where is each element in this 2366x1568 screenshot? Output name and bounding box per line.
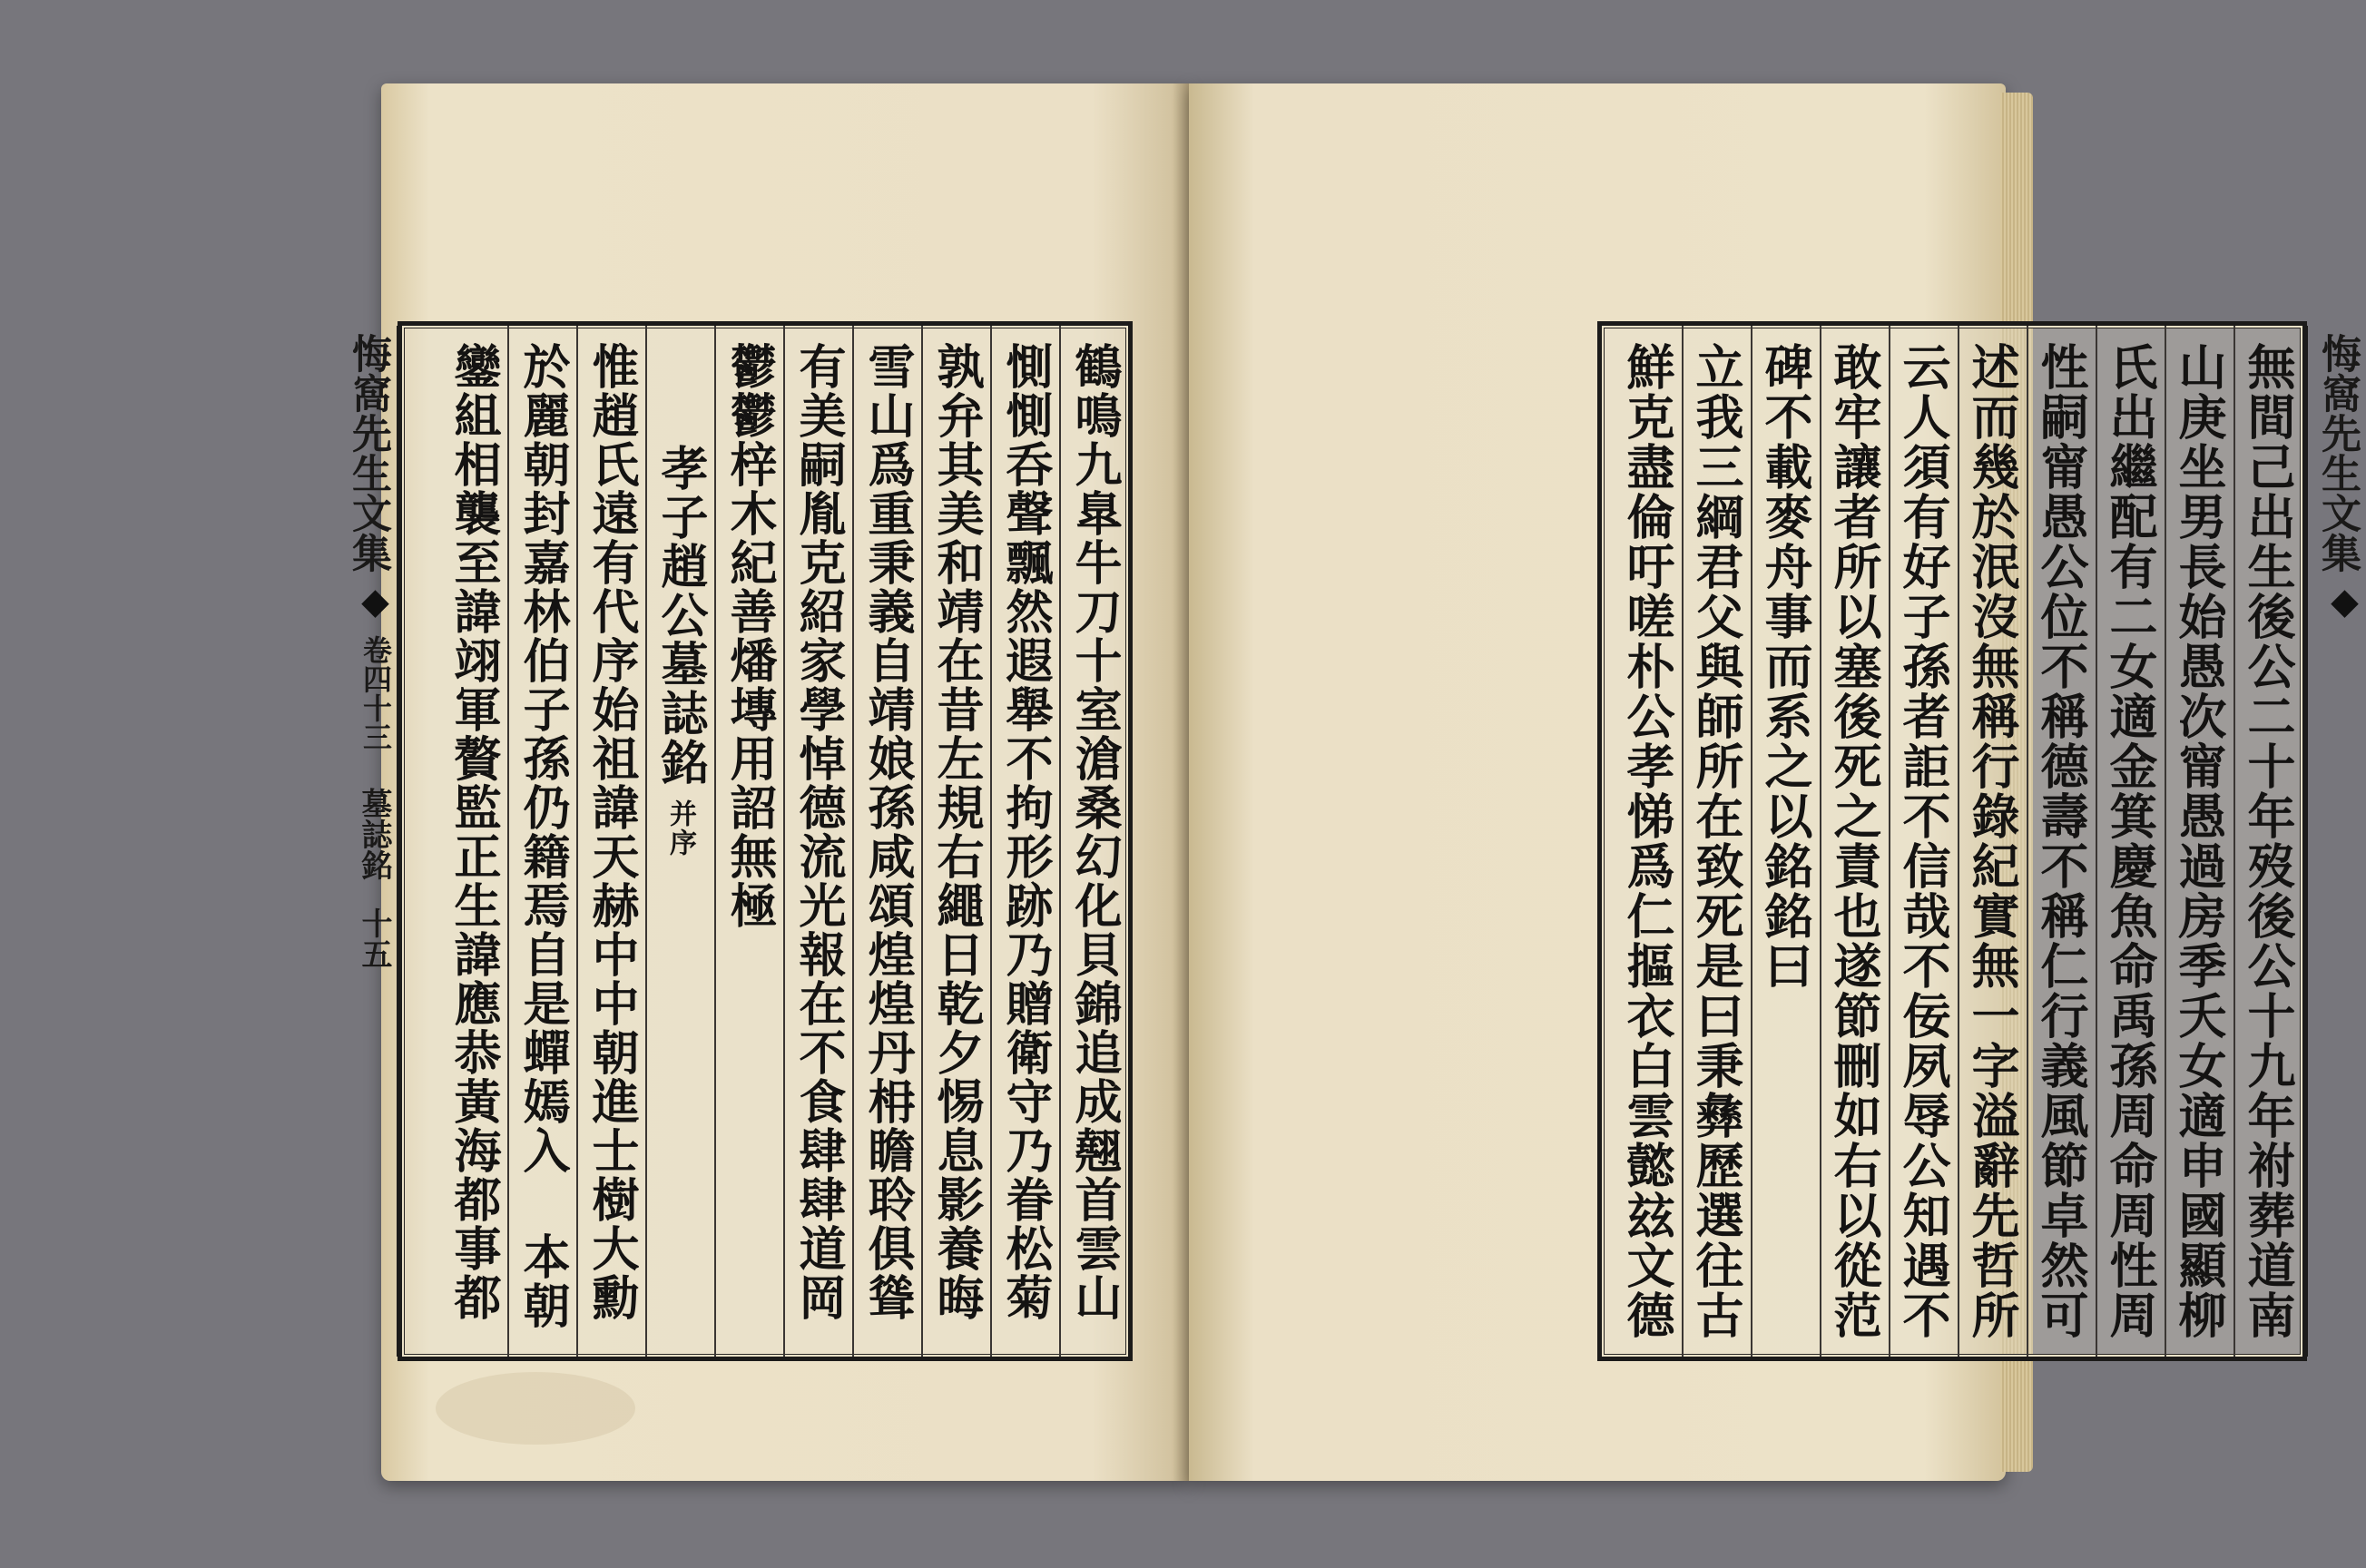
fishtail-mark: ◆ <box>354 580 397 622</box>
open-book <box>345 83 2366 1481</box>
text-column: 性嗣甯愚公位不稱德壽不稱仁行義風節卓然可 <box>2027 326 2096 1357</box>
margin-section: 墓誌銘 <box>356 788 392 880</box>
margin-title: 悔窩先生文集 <box>345 333 391 573</box>
text-column: 山庚坐男長始愚次甯愚過房季夭女適申國顯柳 <box>2165 326 2233 1357</box>
epitaph-title: 孝子趙公墓誌銘 <box>653 444 708 787</box>
left-print-frame <box>345 321 1133 1361</box>
text-column: 有美嗣胤克紹家學悼德流光報在不食肆肆道岡 <box>783 326 852 1357</box>
right-text-columns <box>1602 326 2302 1357</box>
margin-title: 悔窩先生文集 <box>2314 333 2361 573</box>
text-column: 述而幾於泯沒無稱行錄紀實無一字溢辭先哲所 <box>1958 326 2027 1357</box>
text-column: 雪山爲重秉義自靖娘孫咸頌煌煌丹枏瞻聆俱聳 <box>852 326 921 1357</box>
left-margin-column <box>339 326 399 1357</box>
text-column: 鬱鬱梓木紀善燔塼用詔無極 <box>714 326 783 1357</box>
right-print-frame <box>1597 321 2366 1361</box>
text-column: 鑾組相襲至諱翊軍贅監正生諱應恭黃海都事都 <box>446 342 501 1322</box>
paper-stain <box>436 1372 635 1445</box>
text-column: 氏出繼配有二女適金箕慶魚命禹孫周命周性周 <box>2096 326 2165 1357</box>
title-subnote: 并序 <box>664 799 696 858</box>
epitaph-title-column <box>645 326 714 1357</box>
right-page <box>1189 83 2366 1481</box>
left-page <box>345 83 1189 1481</box>
margin-volume: 卷四十三 <box>358 635 393 751</box>
text-column: 惟趙氏遠有代序始祖諱天赫中中朝進士樹大勳 <box>576 326 645 1357</box>
text-column: 孰弁其美和靖在昔左規右繩日乾夕惕息影養晦 <box>921 326 990 1357</box>
text-column: 無間己出生後公二十年歿後公十九年祔葬道南 <box>2233 326 2302 1357</box>
right-margin-column <box>2305 326 2366 1357</box>
text-column: 鮮克盡倫吁嗟朴公孝悌爲仁摳衣白雲懿玆文德 <box>1619 342 1675 1340</box>
text-column: 碑不載麥舟事而系之以銘銘曰 <box>1751 326 1820 1357</box>
text-column: 敢牢讓者所以塞後死之責也遂節刪如右以從范 <box>1820 326 1889 1357</box>
text-column: 於麗朝封嘉林伯子孫仍籍焉自是蟬嫣入 本朝 <box>507 326 576 1357</box>
left-text-columns <box>402 326 1128 1357</box>
margin-page-number: 十五 <box>356 907 392 969</box>
fishtail-mark: ◆ <box>2323 580 2366 622</box>
text-column: 鶴鳴九臯牛刀十室滄桑幻化貝錦追成翹首雲山 <box>1059 326 1128 1357</box>
text-column: 惻惻呑聲飄然遐舉不拘形跡乃贈衛守乃眷松菊 <box>990 326 1059 1357</box>
text-column: 云人須有好子孫者詎不信哉不佞夙辱公知遇不 <box>1889 326 1958 1357</box>
text-column: 立我三綱君父與師所在致死是曰秉彝歷選往古 <box>1682 326 1751 1357</box>
